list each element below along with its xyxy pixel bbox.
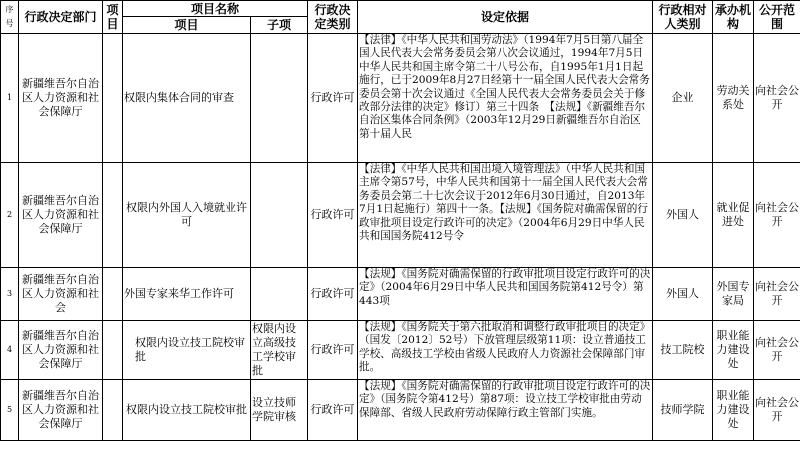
header-seq: 序号 — [1, 1, 19, 34]
table-row — [1, 321, 800, 380]
cell-counterpart: 技师学院 — [653, 380, 713, 441]
basis-text: 【法律】《中华人民共和国出境入境管理法》（中华人民共和国主席令第57号，中华人民共和国第十一届全国人民代表大会常务委员会第二十七次会议于2012年6月30日通过，自2013年7月1日起施行）第四十一条。【法规】《国务院对确需保留的行政审批项目设定行政许可的决定》（2004年6月29日中华人民共和国国务院412号令 — [359, 163, 648, 243]
cell-scope: 向社会公开 — [754, 380, 800, 441]
cell-counterpart: 技工院校 — [653, 321, 713, 380]
header-dept: 行政决定部门 — [19, 1, 103, 34]
cell-item — [103, 163, 123, 268]
cell-sub-item — [251, 268, 308, 321]
cell-item-name: 权限内集体合同的审查 — [123, 34, 251, 163]
cell-basis — [358, 268, 653, 321]
cell-dept: 新疆维吾尔自治区人力资源和社会保障厅 — [19, 321, 103, 380]
cell-item-name: 权限内设立技工院校审批 — [123, 380, 251, 441]
cell-item — [103, 380, 123, 441]
cell-item — [103, 321, 123, 380]
cell-agency: 就业促进处 — [713, 163, 754, 268]
header-counterpart: 行政相对人类别 — [653, 1, 713, 34]
cell-dept: 新疆维吾尔自治区人力资源和社会保障厅 — [19, 380, 103, 441]
header-item: 项目 — [103, 1, 123, 34]
basis-text: 【法律】《中华人民共和国劳动法》（1994年7月5日第八届全国人民代表大会常务委员会第八次会议通过，1994年7月5日中华人民共和国主席令第二十八号公布，自1995年1月1日起施行，已于2009年8月27日经第十一届全国人民代表大会常务委员会第十次会议通过《全国人民代表大会常务委员会关于修改部分法律的决定》修订）第三十四条 【法规】《新疆维吾尔自治区集体合同条例》（2003年12月29日新疆维吾尔自治区第十届人民 — [359, 34, 650, 140]
cell-category: 行政许可 — [308, 163, 358, 268]
cell-counterpart: 外国人 — [653, 268, 713, 321]
cell-item — [103, 34, 123, 163]
cell-scope: 向社会公开 — [754, 268, 800, 321]
cell-agency: 劳动关系处 — [713, 34, 754, 163]
header-scope: 公开范围 — [754, 1, 800, 34]
cell-counterpart: 外国人 — [653, 163, 713, 268]
header-item-name: 项目名称 — [123, 1, 308, 17]
cell-agency: 外国专家局 — [713, 268, 754, 321]
cell-seq: 5 — [1, 380, 19, 441]
table-row — [1, 268, 800, 321]
cell-scope: 向社会公开 — [754, 34, 800, 163]
cell-item-name: 权限内外国人入境就业许可 — [123, 163, 251, 268]
basis-text: 【法规】《国务院对确需保留的行政审批项目设定行政许可的决定》（2004年6月29日中华人民共和国国务院第412号令）第443项 — [359, 268, 651, 307]
cell-item-name: 权限内设立技工院校审批 — [123, 321, 251, 380]
header-category: 行政决定类别 — [308, 1, 358, 34]
cell-seq: 1 — [1, 34, 19, 163]
basis-text: 【法规】《国务院对确需保留的行政审批项目设定行政许可的决定》（国务院令第412号）第87项：设立技工学校审批由劳动保障部、省级人民政府劳动保障行政主管部门实施。 — [359, 380, 651, 419]
cell-seq: 3 — [1, 268, 19, 321]
cell-category: 行政许可 — [308, 321, 358, 380]
cell-sub-item — [251, 163, 308, 268]
cell-basis — [358, 321, 653, 380]
cell-sub-item: 设立技师学院审核 — [251, 380, 308, 441]
header-sub-item: 子项 — [251, 17, 308, 34]
cell-dept: 新疆维吾尔自治区人力资源和社会 — [19, 268, 103, 321]
cell-scope: 向社会公开 — [754, 321, 800, 380]
cell-category: 行政许可 — [308, 34, 358, 163]
cell-category: 行政许可 — [308, 268, 358, 321]
cell-scope: 向社会公开 — [754, 163, 800, 268]
cell-basis — [358, 380, 653, 441]
table-row — [1, 34, 800, 163]
cell-sub-item: 权限内设立高级技工学校审批 — [251, 321, 308, 380]
basis-text: 【法规】《国务院关于第六批取消和调整行政审批项目的决定》（国发〔2012〕52号）下放管理层级第11项：设立普通技工学校、高级技工学校由省级人民政府人力资源社会保障部门审批。 — [359, 321, 651, 374]
header-agency: 承办机构 — [713, 1, 754, 34]
cell-category: 行政许可 — [308, 380, 358, 441]
table-row — [1, 163, 800, 268]
cell-sub-item — [251, 34, 308, 163]
cell-agency: 职业能力建设处 — [713, 380, 754, 441]
cell-seq: 2 — [1, 163, 19, 268]
cell-basis — [358, 163, 653, 268]
cell-dept: 新疆维吾尔自治区人力资源和社会保障厅 — [19, 163, 103, 268]
cell-item — [103, 268, 123, 321]
header-basis: 设定依据 — [358, 1, 653, 34]
table-row — [1, 380, 800, 441]
cell-agency: 职业能力建设处 — [713, 321, 754, 380]
header-sub-item-name: 项目 — [123, 17, 251, 34]
cell-item-name: 外国专家来华工作许可 — [123, 268, 251, 321]
cell-seq: 4 — [1, 321, 19, 380]
cell-dept: 新疆维吾尔自治区人力资源和社会保障厅 — [19, 34, 103, 163]
cell-basis — [358, 34, 653, 163]
cell-counterpart: 企业 — [653, 34, 713, 163]
